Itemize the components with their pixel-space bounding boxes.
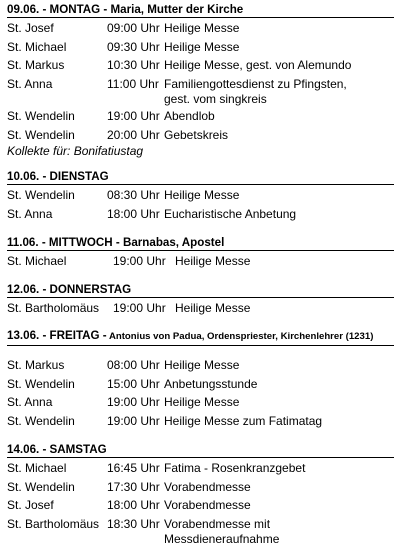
schedule-row: St. Wendelin 15:00 Uhr Anbetungsstunde	[7, 377, 258, 391]
day-heading-thursday: 12.06. - DONNERSTAG	[7, 283, 394, 298]
schedule-row: St. Markus 08:00 Uhr Heilige Messe	[7, 358, 240, 372]
schedule-row: St. Michael 09:30 Uhr Heilige Messe	[7, 40, 240, 54]
schedule-row: St. Anna 19:00 Uhr Heilige Messe	[7, 395, 240, 409]
schedule-row: St. Josef 18:00 Uhr Vorabendmesse	[7, 498, 251, 512]
schedule-row: St. Bartholomäus 18:30 Uhr Vorabendmesse mit Messdieneraufnahme	[7, 517, 280, 546]
schedule-row: St. Anna 18:00 Uhr Eucharistische Anbetung	[7, 207, 297, 221]
schedule-row: St. Wendelin 17:30 Uhr Vorabendmesse	[7, 480, 251, 494]
collection-note: Kollekte für: Bonifatiustag	[7, 144, 144, 158]
day-heading-friday: 13.06. - FREITAG - Antonius von Padua, Ordenspriester, Kirchenlehrer (1231)	[7, 330, 394, 346]
schedule-row: St. Anna 11:00 Uhr Familiengottesdienst zu Pfingsten, gest. vom singkreis	[7, 77, 347, 106]
schedule-row: St. Wendelin 19:00 Uhr Abendlob	[7, 109, 215, 123]
schedule-row: St. Wendelin 08:30 Uhr Heilige Messe	[7, 188, 240, 202]
schedule-row: St. Wendelin 20:00 Uhr Gebetskreis	[7, 128, 229, 142]
day-heading-saturday: 14.06. - SAMSTAG	[7, 443, 394, 458]
day-heading-monday: 09.06. - MONTAG - Maria, Mutter der Kirche	[7, 3, 394, 18]
schedule-row: St. Michael 16:45 Uhr Fatima - Rosenkranzgebet	[7, 461, 306, 475]
schedule-row: St. Michael 19:00 Uhr Heilige Messe	[7, 254, 251, 268]
schedule-row: St. Wendelin 19:00 Uhr Heilige Messe zum Fatimatag	[7, 414, 323, 428]
schedule-row: St. Markus 10:30 Uhr Heilige Messe, gest. von Alemundo	[7, 58, 352, 72]
day-heading-wednesday: 11.06. - MITTWOCH - Barnabas, Apostel	[7, 236, 394, 251]
schedule-row: St. Bartholomäus 19:00 Uhr Heilige Messe	[7, 301, 251, 315]
day-heading-tuesday: 10.06. - DIENSTAG	[7, 170, 394, 185]
schedule-row: St. Josef 09:00 Uhr Heilige Messe	[7, 21, 240, 35]
